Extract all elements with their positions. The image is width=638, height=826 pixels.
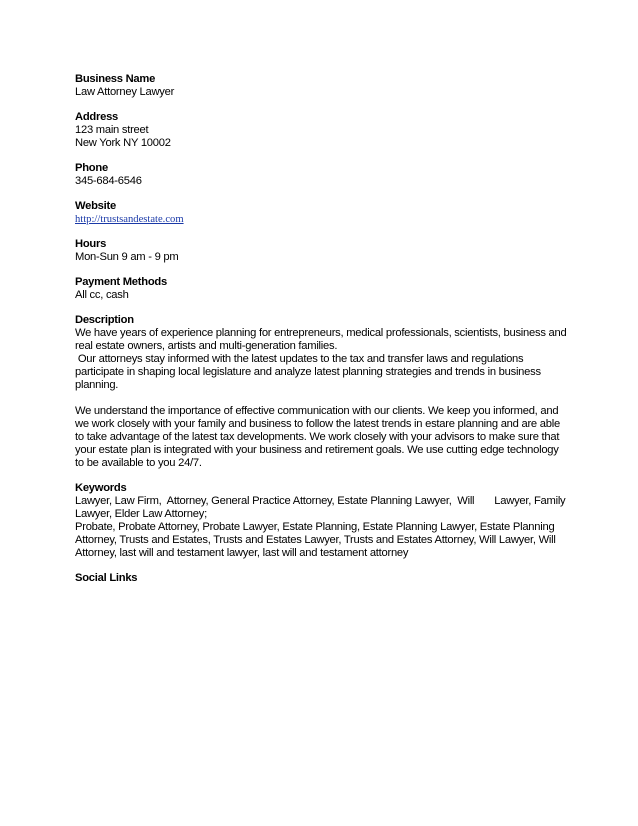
business-name-label: Business Name — [75, 73, 156, 85]
description-line: real estate owners, artists and multi-generation families. — [75, 340, 338, 352]
business-name-section — [75, 73, 575, 99]
payment-methods-section — [75, 276, 575, 302]
description-line: We understand the importance of effective communication with our clients. We keep you informed, and — [75, 405, 559, 417]
description-line: Our attorneys stay informed with the latest updates to the tax and transfer laws and regulations — [75, 353, 524, 365]
description-line: We have years of experience planning for entrepreneurs, medical professionals, scientists, business and — [75, 327, 567, 339]
description-line: we work closely with your family and business to follow the latest trends in estare planning and are able — [75, 418, 560, 430]
description-paragraph-1 — [75, 327, 575, 392]
keywords-line: Lawyer, Elder Law Attorney; — [75, 508, 207, 520]
phone-value: 345-684-6546 — [75, 175, 142, 187]
keywords-line: Probate, Probate Attorney, Probate Lawyer, Estate Planning, Estate Planning Lawyer, Estate Planning — [75, 521, 555, 533]
description-line: to take advantage of the latest tax developments. We work closely with your advisors to make sure that — [75, 431, 560, 443]
description-section — [75, 314, 575, 470]
keywords-line: Attorney, Trusts and Estates, Trusts and Estates Lawyer, Trusts and Estates Attorney, Will Lawyer, Will — [75, 534, 556, 546]
website-section — [75, 200, 575, 226]
description-line: participate in shaping local legislature and analyze latest planning strategies and trends in business — [75, 366, 541, 378]
hours-section — [75, 238, 575, 264]
phone-label: Phone — [75, 162, 108, 174]
payment-methods-label: Payment Methods — [75, 276, 167, 288]
website-label: Website — [75, 200, 116, 212]
keywords-label: Keywords — [75, 482, 127, 494]
address-label: Address — [75, 111, 119, 123]
phone-section — [75, 162, 575, 188]
keywords-line: Lawyer, Law Firm, Attorney, General Practice Attorney, Estate Planning Lawyer, Will Lawyer, Family — [75, 495, 566, 507]
social-links-label: Social Links — [75, 572, 138, 584]
description-line: planning. — [75, 379, 119, 391]
address-section — [75, 111, 575, 150]
address-line-street: 123 main street — [75, 124, 149, 136]
keywords-section — [75, 482, 575, 560]
hours-label: Hours — [75, 238, 107, 250]
website-link[interactable]: http://trustsandestate.com — [75, 214, 184, 225]
description-line: to be available to you 24/7. — [75, 457, 202, 469]
paragraph-spacer — [75, 392, 575, 405]
description-line: your estate plan is integrated with your business and retirement goals. We use cutting edge technology — [75, 444, 559, 456]
business-name-value: Law Attorney Lawyer — [75, 86, 175, 98]
description-paragraph-2 — [75, 405, 575, 470]
address-line-city: New York NY 10002 — [75, 137, 171, 149]
hours-value: Mon-Sun 9 am - 9 pm — [75, 251, 179, 263]
social-links-section — [75, 572, 575, 585]
description-label: Description — [75, 314, 134, 326]
keywords-line: Attorney, last will and testament lawyer, last will and testament attorney — [75, 547, 409, 559]
payment-methods-value: All cc, cash — [75, 289, 129, 301]
business-listing-document — [75, 73, 575, 597]
